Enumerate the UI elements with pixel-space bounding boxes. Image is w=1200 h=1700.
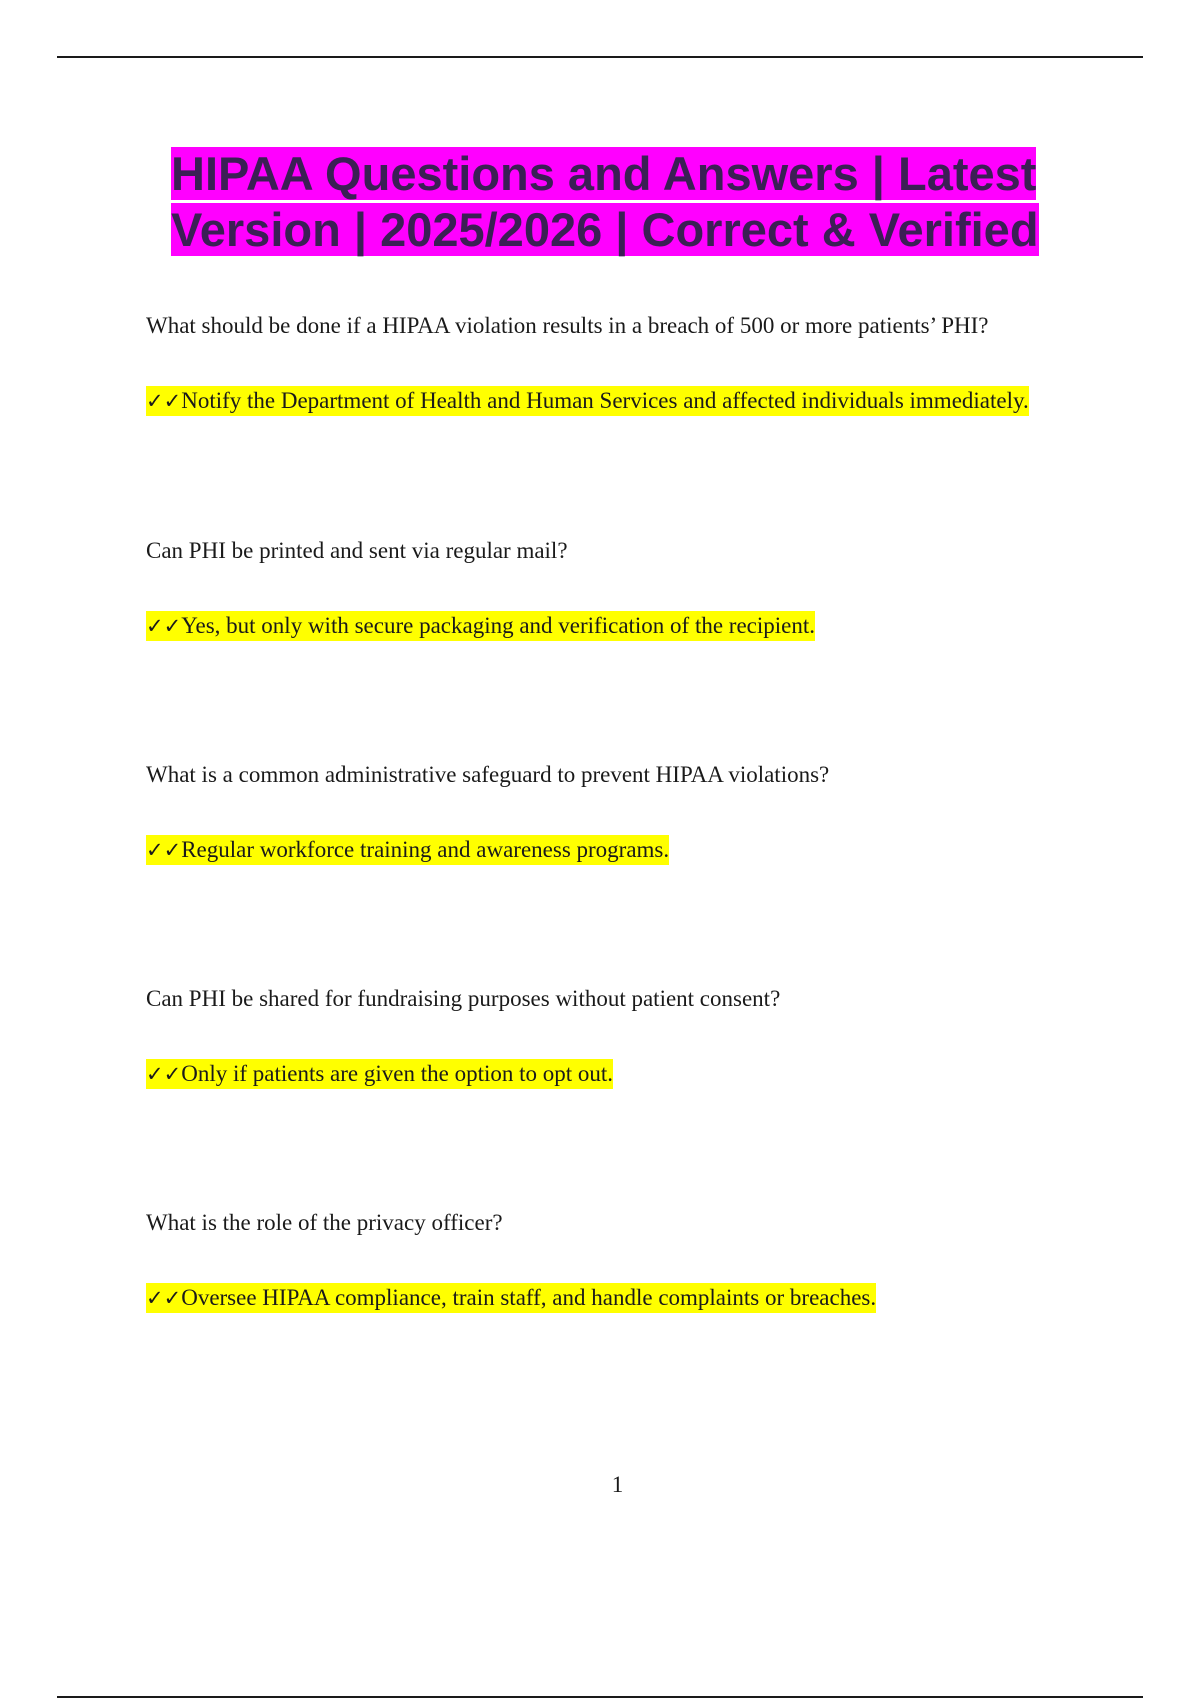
question-3: What is a common administrative safeguard to prevent HIPAA violations? <box>146 762 830 787</box>
qa-item-1 <box>146 311 1106 413</box>
title-line-1: HIPAA Questions and Answers | Latest <box>171 147 1037 200</box>
answer-1-text: Notify the Department of Health and Human Services and affected individuals immediately. <box>181 388 1029 413</box>
qa-item-3 <box>146 760 1106 862</box>
answer-2-text: Yes, but only with secure packaging and verification of the recipient. <box>181 613 816 638</box>
double-check-icon: ✓✓ <box>146 1062 182 1086</box>
question-5: What is the role of the privacy officer? <box>146 1210 503 1235</box>
double-check-icon: ✓✓ <box>146 1286 182 1310</box>
question-4: Can PHI be shared for fundraising purposes without patient consent? <box>146 986 781 1011</box>
double-check-icon: ✓✓ <box>146 389 182 413</box>
answer-4-text: Only if patients are given the option to opt out. <box>181 1061 614 1086</box>
title-block <box>171 146 1065 258</box>
answer-2 <box>146 611 815 641</box>
title-line-2: Version | 2025/2026 | Correct & Verified <box>171 203 1039 256</box>
question-1: What should be done if a HIPAA violation results in a breach of 500 or more patients’ PHI? <box>146 313 989 338</box>
top-rule <box>57 56 1143 58</box>
answer-4 <box>146 1059 613 1089</box>
bottom-rule <box>57 1696 1143 1698</box>
qa-item-5 <box>146 1208 1106 1310</box>
qa-item-4 <box>146 984 1106 1086</box>
page-number: 1 <box>611 1472 624 1497</box>
qa-item-2 <box>146 536 1106 638</box>
answer-3-text: Regular workforce training and awareness programs. <box>181 837 670 862</box>
answer-5-text: Oversee HIPAA compliance, train staff, and handle complaints or breaches. <box>181 1285 877 1310</box>
double-check-icon: ✓✓ <box>146 838 182 862</box>
answer-1 <box>146 386 1029 416</box>
question-2: Can PHI be printed and sent via regular mail? <box>146 538 568 563</box>
answer-3 <box>146 835 669 865</box>
document-title <box>171 146 1065 258</box>
answer-5 <box>146 1283 876 1313</box>
double-check-icon: ✓✓ <box>146 614 182 638</box>
